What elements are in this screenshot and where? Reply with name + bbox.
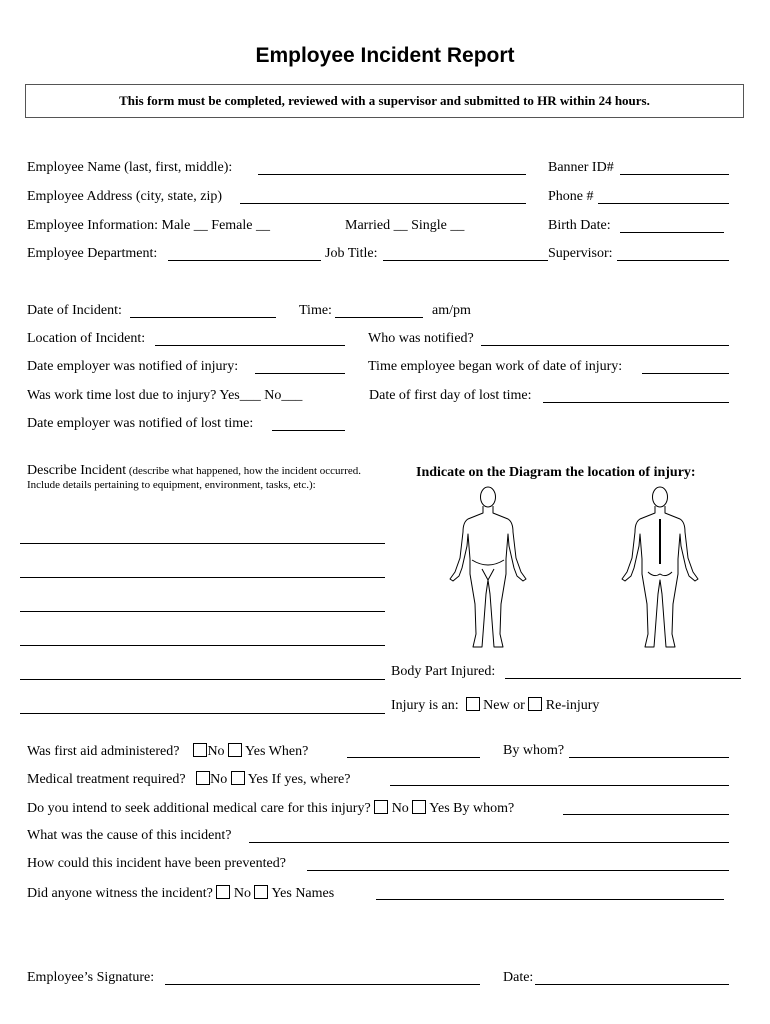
employee-name-field[interactable] [258,174,526,175]
employee-info-label: Employee Information: Male __ Female __ [27,218,270,233]
first-aid-row [27,743,308,760]
describe-line-2[interactable] [20,577,385,578]
incident-location-field[interactable] [155,345,345,346]
first-day-lost-label: Date of first day of lost time: [369,388,532,403]
birth-date-label: Birth Date: [548,218,611,233]
witness-label: Did anyone witness the incident? [27,886,213,901]
describe-line-6[interactable] [20,713,385,714]
medical-yes-label: Yes If yes, where? [247,772,351,787]
body-part-label: Body Part Injured: [391,664,496,679]
who-notified-field[interactable] [481,345,729,346]
first-day-lost-field[interactable] [543,402,729,403]
body-diagram[interactable] [440,484,730,652]
time-label: Time: [299,303,332,318]
signature-date-field[interactable] [535,984,729,985]
witness-names-field[interactable] [376,899,724,900]
supervisor-label: Supervisor: [548,246,613,261]
page-title: Employee Incident Report [255,44,515,67]
ampm-label: am/pm [432,303,471,318]
first-aid-label: Was first aid administered? [27,744,180,759]
seek-care-yes-checkbox[interactable] [412,800,426,814]
began-work-field[interactable] [642,373,729,374]
prevented-label: How could this incident have been prevented? [27,856,286,871]
seek-care-yes-label: Yes By whom? [429,801,515,816]
body-back-figure [622,487,698,647]
phone-field[interactable] [598,203,729,204]
first-aid-yes-checkbox[interactable] [228,743,242,757]
first-aid-no-checkbox[interactable] [193,743,207,757]
reinjury-label: Re-injury [545,698,600,713]
injury-type-row [391,697,599,714]
witness-yes-checkbox[interactable] [254,885,268,899]
describe-hint: (describe what happened, how the incident occurred. Include details pertaining to equipment, environment, tasks, etc.): [27,465,362,491]
incident-date-field[interactable] [130,317,276,318]
prevented-field[interactable] [307,870,729,871]
employer-notified-lost-label: Date employer was notified of lost time: [27,416,254,431]
describe-heading: Describe Incident [27,463,127,478]
describe-line-1[interactable] [20,543,385,544]
witness-yes-label: Yes Names [271,886,335,901]
seek-care-no-label: No [391,801,409,816]
witness-no-checkbox[interactable] [216,885,230,899]
cause-label: What was the cause of this incident? [27,828,232,843]
seek-care-bywhom-field[interactable] [563,814,729,815]
cause-field[interactable] [249,842,729,843]
medical-row [27,771,350,788]
first-aid-bywhom-field[interactable] [569,757,729,758]
job-title-label: Job Title: [325,246,378,261]
medical-yes-checkbox[interactable] [231,771,245,785]
employer-notified-field[interactable] [255,373,345,374]
seek-care-row [27,800,514,817]
body-front-figure [450,487,526,647]
who-notified-label: Who was notified? [368,331,474,346]
employee-name-label: Employee Name (last, first, middle): [27,160,233,175]
incident-location-label: Location of Incident: [27,331,146,346]
employer-notified-label: Date employer was notified of injury: [27,359,239,374]
diagram-label: Indicate on the Diagram the location of injury: [416,465,696,480]
employee-address-field[interactable] [240,203,526,204]
describe-line-5[interactable] [20,679,385,680]
banner-id-field[interactable] [620,174,729,175]
worktime-lost-label: Was work time lost due to injury? Yes___ No___ [27,388,303,403]
seek-care-label: Do you intend to seek additional medical care for this injury? [27,801,371,816]
witness-row [27,885,334,902]
describe-line-3[interactable] [20,611,385,612]
signature-label: Employee’s Signature: [27,970,155,985]
phone-label: Phone # [548,189,594,204]
signature-date-label: Date: [503,970,534,985]
first-aid-when-field[interactable] [347,757,480,758]
employee-address-label: Employee Address (city, state, zip) [27,189,223,204]
medical-label: Medical treatment required? [27,772,186,787]
marital-status-label: Married __ Single __ [345,218,465,233]
notice-box: This form must be completed, reviewed with a supervisor and submitted to HR within 24 hours. [25,84,744,118]
first-aid-bywhom-label: By whom? [503,743,565,758]
injury-is-label: Injury is an: [391,698,459,713]
supervisor-field[interactable] [617,260,729,261]
body-part-field[interactable] [505,678,741,679]
medical-no-label: No [210,772,228,787]
first-aid-yes-label: Yes When? [245,744,309,759]
witness-no-label: No [233,886,251,901]
seek-care-no-checkbox[interactable] [374,800,388,814]
reinjury-checkbox[interactable] [528,697,542,711]
job-title-field[interactable] [383,260,548,261]
employer-notified-lost-field[interactable] [272,430,345,431]
birth-date-field[interactable] [620,232,724,233]
new-injury-label: New or [483,698,525,713]
department-field[interactable] [168,260,321,261]
describe-incident-label [27,464,372,492]
began-work-label: Time employee began work of date of injury: [368,359,623,374]
medical-where-field[interactable] [390,785,729,786]
banner-id-label: Banner ID# [548,160,614,175]
signature-field[interactable] [165,984,480,985]
time-field[interactable] [335,317,423,318]
describe-line-4[interactable] [20,645,385,646]
incident-date-label: Date of Incident: [27,303,122,318]
new-injury-checkbox[interactable] [466,697,480,711]
first-aid-no-label: No [207,744,225,759]
medical-no-checkbox[interactable] [196,771,210,785]
department-label: Employee Department: [27,246,158,261]
